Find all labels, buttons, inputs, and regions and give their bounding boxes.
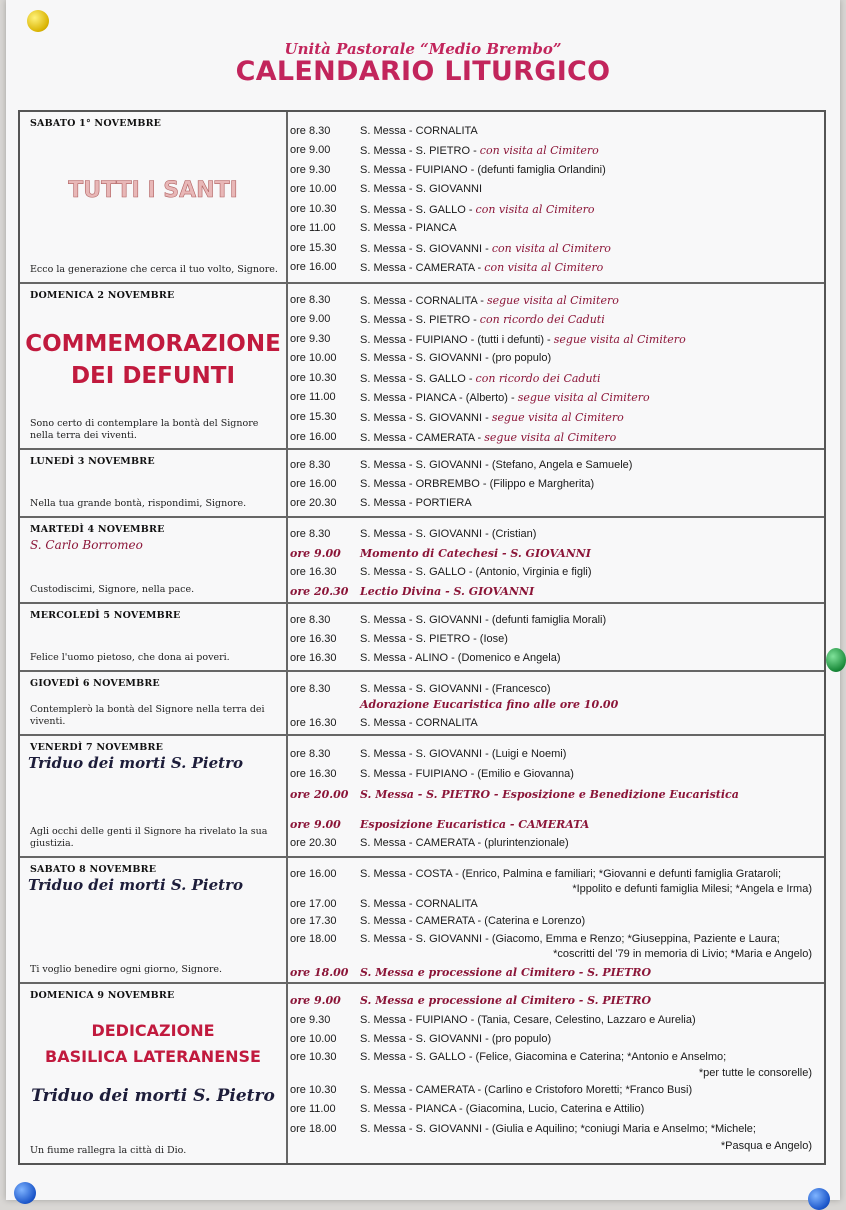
day-name: MARTEDÌ 4 NOVEMBRE [30, 524, 165, 535]
triduo-label: Triduo dei morti S. Pietro [28, 754, 243, 772]
desc: S. Messa - PIANCA [360, 222, 457, 234]
pushpin-icon [27, 10, 49, 32]
desc: S. Messa - FUIPIANO - (defunti famiglia Orlandini) [360, 164, 606, 176]
psalm-verse: Nella tua grande bontà, rispondimi, Signore. [30, 498, 247, 509]
desc: S. Messa - CORNALITA [360, 125, 478, 137]
psalm-verse: Sono certo di contemplare la bontà del Signore nella terra dei viventi. [30, 418, 259, 441]
desc: S. Messa - S. GIOVANNI - con visita al Cimitero [360, 242, 611, 255]
time: ore 10.00 [290, 183, 337, 195]
time: ore 9.00 [290, 144, 331, 156]
pushpin-icon [808, 1188, 830, 1210]
time: ore 10.30 [290, 203, 337, 215]
pastoral-unit-subtitle: Unità Pastorale “Medio Brembo” [284, 40, 562, 58]
day-name: MERCOLEDÌ 5 NOVEMBRE [30, 610, 181, 621]
psalm-verse: Ti voglio benedire ogni giorno, Signore. [30, 964, 223, 975]
time: ore 16.00 [290, 261, 337, 273]
psalm-verse: Ecco la generazione che cerca il tuo volto, Signore. [30, 264, 278, 275]
feast-title: TUTTI I SANTI [68, 178, 238, 203]
time: ore 9.30 [290, 164, 331, 176]
calendar-table [18, 110, 826, 1165]
day-block-1nov [20, 112, 824, 284]
day-block-9nov: DOMENICA 9 NOVEMBRE DEDICAZIONE BASILICA LATERANENSE Triduo dei morti S. Pietro Un fiume rallegra la città di Dio. ore 9.00 S. Messa e processione al Cimitero - S. PIETRO ore 9.30 S. Messa - FUIPIANO - (Tania, Cesare, Celestino, Lazzaro e Aurelia) ore 10.00 S. Messa - S. GIOVANNI - (pro populo) ore 10.30 S. Messa - S. GALLO - (Felice, Giacomina e Caterina; *Antonio e Anselmo; *per tutte le consorelle) ore 10.30 S. Messa - CAMERATA - (Carlino e Cristoforo Moretti; *Franco Busi) ore 11.00 S. Messa - PIANCA - (Giacomina, Lucio, Caterina e Attilio) ore 18.00 S. Messa - S. GIOVANNI - (Giulia e Aquilino; *coniugi Maria e Anselmo; *Michele; *Pasqua e Angelo) [20, 984, 824, 1163]
day-block-7nov: VENERDÌ 7 NOVEMBRE Triduo dei morti S. Pietro Agli occhi delle genti il Signore ha rivelato la sua giustizia. ore 8.30 S. Messa - S. GIOVANNI - (Luigi e Noemi) ore 16.30 S. Messa - FUIPIANO - (Emilio e Giovanna) ore 20.00 S. Messa - S. PIETRO - Esposizione e Benedizione Eucaristica ore 9.00 Esposizione Eucaristica - CAMERATA ore 20.30 S. Messa - CAMERATA - (plurintenzionale) [20, 736, 824, 858]
day-info-cell [20, 450, 288, 516]
time: ore 11.00 [290, 222, 336, 234]
psalm-verse: Felice l'uomo pietoso, che dona ai poveri. [30, 652, 230, 663]
desc: S. Messa - CAMERATA - con visita al Cimitero [360, 261, 604, 274]
day-info-cell [20, 858, 288, 982]
psalm-verse: Custodiscimi, Signore, nella pace. [30, 584, 195, 595]
day-block-6nov: GIOVEDÌ 6 NOVEMBRE Contemplerò la bontà del Signore nella terra dei viventi. ore 8.30 S. Messa - S. GIOVANNI - (Francesco) Adorazione Eucaristica fino alle ore 10.00 ore 16.30 S. Messa - CORNALITA [20, 672, 824, 736]
triduo-label: Triduo dei morti S. Pietro [28, 876, 243, 894]
pushpin-icon [14, 1182, 36, 1204]
psalm-verse: Agli occhi delle genti il Signore ha rivelato la sua giustizia. [30, 826, 268, 849]
day-name: SABATO 8 NOVEMBRE [30, 864, 157, 875]
day-info-cell [20, 672, 288, 734]
day-block-3nov: LUNEDÌ 3 NOVEMBRE Nella tua grande bontà, rispondimi, Signore. ore 8.30 S. Messa - S. GIOVANNI - (Stefano, Angela e Samuele) ore 16.00 S. Messa - ORBREMBO - (Filippo e Margherita) ore 20.30 S. Messa - PORTIERA [20, 450, 824, 518]
day-info-cell [20, 984, 288, 1163]
day-name: DOMENICA 9 NOVEMBRE [30, 990, 175, 1001]
day-name: GIOVEDÌ 6 NOVEMBRE [30, 678, 160, 689]
triduo-label: Triduo dei morti S. Pietro [31, 1086, 275, 1106]
feast-title: DEDICAZIONE BASILICA LATERANENSE [45, 1021, 261, 1066]
desc: S. Messa - S. PIETRO - con visita al Cimitero [360, 144, 599, 157]
day-name: VENERDÌ 7 NOVEMBRE [30, 742, 164, 753]
day-block-5nov: MERCOLEDÌ 5 NOVEMBRE Felice l'uomo pietoso, che dona ai poveri. ore 8.30 S. Messa - S. GIOVANNI - (defunti famiglia Morali) ore 16.30 S. Messa - S. PIETRO - (Iose) ore 16.30 S. Messa - ALINO - (Domenico e Angela) [20, 604, 824, 672]
day-name: LUNEDÌ 3 NOVEMBRE [30, 456, 155, 467]
day-block-8nov: SABATO 8 NOVEMBRE Triduo dei morti S. Pietro Ti voglio benedire ogni giorno, Signore. ore 16.00 S. Messa - COSTA - (Enrico, Palmina e familiari; *Giovanni e defunti famiglia Grataroli; *Ippolito e defunti famiglia Milesi; *Angela e Irma) ore 17.00 S. Messa - CORNALITA ore 17.30 S. Messa - CAMERATA - (Caterina e Lorenzo) ore 18.00 S. Messa - S. GIOVANNI - (Giacomo, Emma e Renzo; *Giuseppina, Paziente e Laura; *coscritti del '79 in memoria di Livio; *Maria e Angelo) ore 18.00 S. Messa e processione al Cimitero - S. PIETRO [20, 858, 824, 984]
psalm-verse: Contemplerò la bontà del Signore nella terra dei viventi. [30, 704, 265, 727]
desc: S. Messa - S. GALLO - con visita al Cimitero [360, 203, 595, 216]
day-block-2nov: DOMENICA 2 NOVEMBRE COMMEMORAZIONE DEI DEFUNTI Sono certo di contemplare la bontà del Signore nella terra dei viventi. ore 8.30 S. Messa - CORNALITA - segue visita al Cimitero ore 9.00 S. Messa - S. PIETRO - con ricordo dei Caduti ore 9.30 S. Messa - FUIPIANO - (tutti i defunti) - segue visita al Cimitero ore 10.00 S. Messa - S. GIOVANNI - (pro populo) ore 10.30 S. Messa - S. GALLO - con ricordo dei Caduti ore 11.00 S. Messa - PIANCA - (Alberto) - segue visita al Cimitero ore 15.30 S. Messa - S. GIOVANNI - segue visita al Cimitero ore 16.00 S. Messa - CAMERATA - segue visita al Cimitero [20, 284, 824, 450]
pushpin-icon [826, 648, 846, 672]
day-info-cell [20, 518, 288, 602]
day-info-cell [20, 736, 288, 856]
day-info-cell [20, 284, 288, 448]
desc: S. Messa - S. GIOVANNI [360, 183, 483, 195]
feast-title: COMMEMORAZIONE DEI DEFUNTI [25, 331, 281, 389]
day-name: SABATO 1° NOVEMBRE [30, 118, 162, 129]
page-title: CALENDARIO LITURGICO [235, 56, 611, 87]
time: ore 15.30 [290, 242, 337, 254]
day-info-cell [20, 604, 288, 670]
day-name: DOMENICA 2 NOVEMBRE [30, 290, 175, 301]
day-block-4nov: MARTEDÌ 4 NOVEMBRE S. Carlo Borromeo Custodiscimi, Signore, nella pace. ore 8.30 S. Messa - S. GIOVANNI - (Cristian) ore 9.00 Momento di Catechesi - S. GIOVANNI ore 16.30 S. Messa - S. GALLO - (Antonio, Virginia e figli) ore 20.30 Lectio Divina - S. GIOVANNI [20, 518, 824, 604]
psalm-verse: Un fiume rallegra la città di Dio. [30, 1145, 187, 1156]
saint-name: S. Carlo Borromeo [30, 538, 143, 552]
time: ore 8.30 [290, 125, 331, 137]
day-info-cell [20, 112, 288, 282]
